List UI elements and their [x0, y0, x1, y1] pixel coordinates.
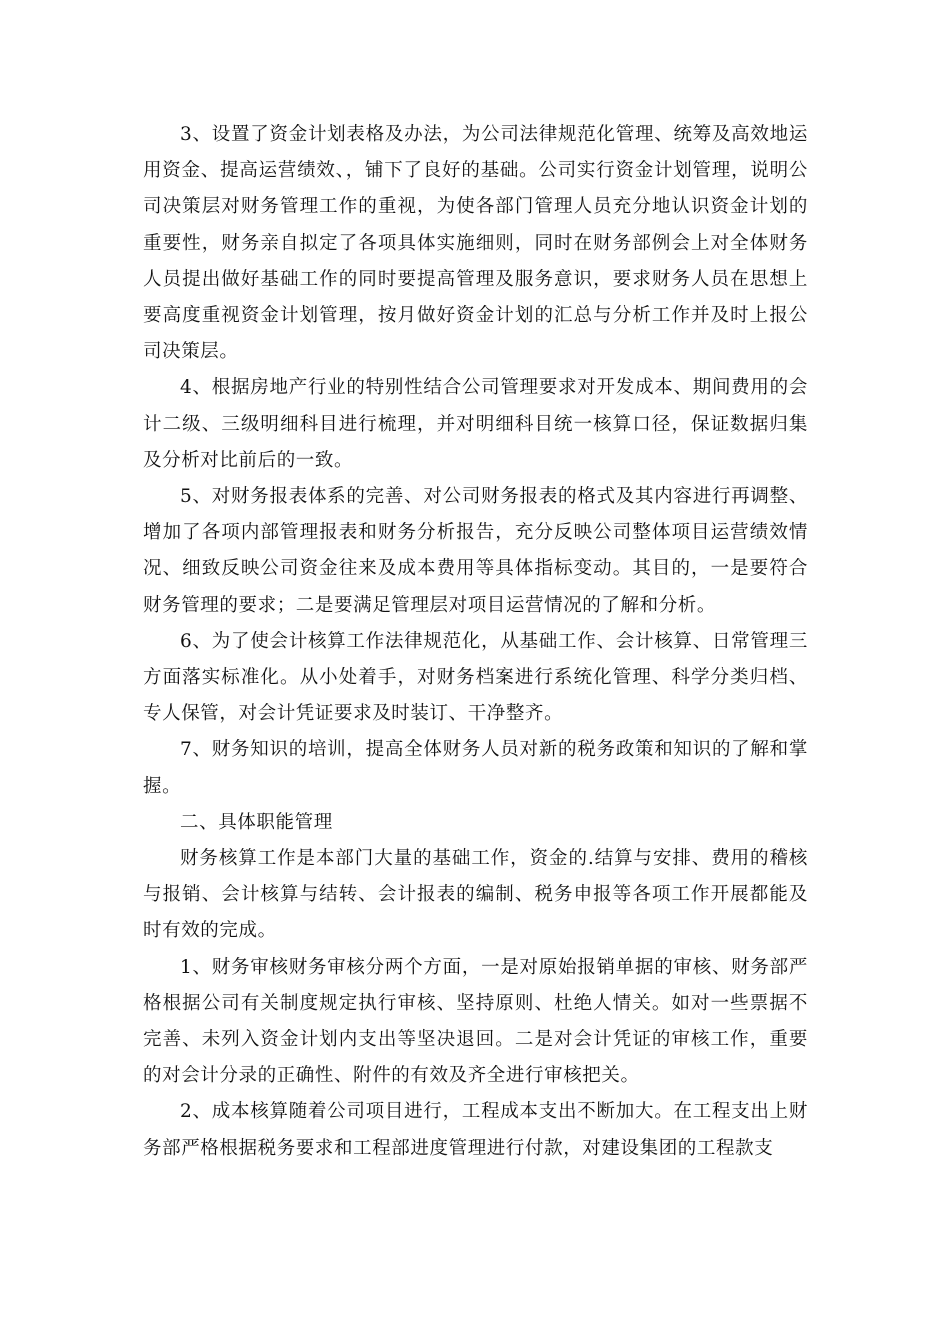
paragraph-basic-work: 财务核算工作是本部门大量的基础工作，资金的.结算与安排、费用的稽核与报销、会计核算与结转、会计报表的编制、税务申报等各项工作开展都能及时有效的完成。	[143, 848, 808, 942]
paragraph-accounting-standardization: 6、为了使会计核算工作法律规范化，从基础工作、会计核算、日常管理三方面落实标准化。从小处着手，对财务档案进行系统化管理、科学分类归档、专人保管，对会计凭证要求及时装订、干净整齐。	[143, 630, 808, 725]
paragraph-financial-reports: 5、对财务报表体系的完善、对公司财务报表的格式及其内容进行再调整、增加了各项内部管理报表和财务分析报告，充分反映公司整体项目运营绩效情况、细致反映公司资金往来及成本费用等具体指标变动。其目的，一是要符合财务管理的要求；二是要满足管理层对项目运营情况的了解和分析。	[143, 486, 808, 616]
document-body	[143, 117, 808, 1167]
paragraph-fund-plan: 3、设置了资金计划表格及办法，为公司法律规范化管理、统筹及高效地运用资金、提高运营绩效、，铺下了良好的基础。公司实行资金计划管理，说明公司决策层对财务管理工作的重视，为使各部门管理人员充分地认识资金计划的重要性，财务亲自拟定了各项具体实施细则，同时在财务部例会上对全体财务人员提出做好基础工作的同时要提高管理及服务意识，要求财务人员在思想上要高度重视资金计划管理，按月做好资金计划的汇总与分析工作并及时上报公司决策层。	[143, 124, 808, 363]
section-heading-functions: 二、具体职能管理	[180, 811, 333, 833]
paragraph-cost-accounting: 2、成本核算随着公司项目进行，工程成本支出不断加大。在工程支出上财务部严格根据税务要求和工程部进度管理进行付款，对建设集团的工程款支	[143, 1101, 808, 1159]
paragraph-training: 7、财务知识的培训，提高全体财务人员对新的税务政策和知识的了解和掌握。	[143, 739, 808, 797]
paragraph-financial-audit: 1、财务审核财务审核分两个方面，一是对原始报销单据的审核、财务部严格根据公司有关制度规定执行审核、坚持原则、杜绝人情关。如对一些票据不完善、未列入资金计划内支出等坚决退回。二是对会计凭证的审核工作，重要的对会计分录的正确性、附件的有效及齐全进行审核把关。	[143, 956, 808, 1087]
paragraph-account-subjects: 4、根据房地产行业的特别性结合公司管理要求对开发成本、期间费用的会计二级、三级明细科目进行梳理，并对明细科目统一核算口径，保证数据归集及分析对比前后的一致。	[143, 377, 808, 471]
